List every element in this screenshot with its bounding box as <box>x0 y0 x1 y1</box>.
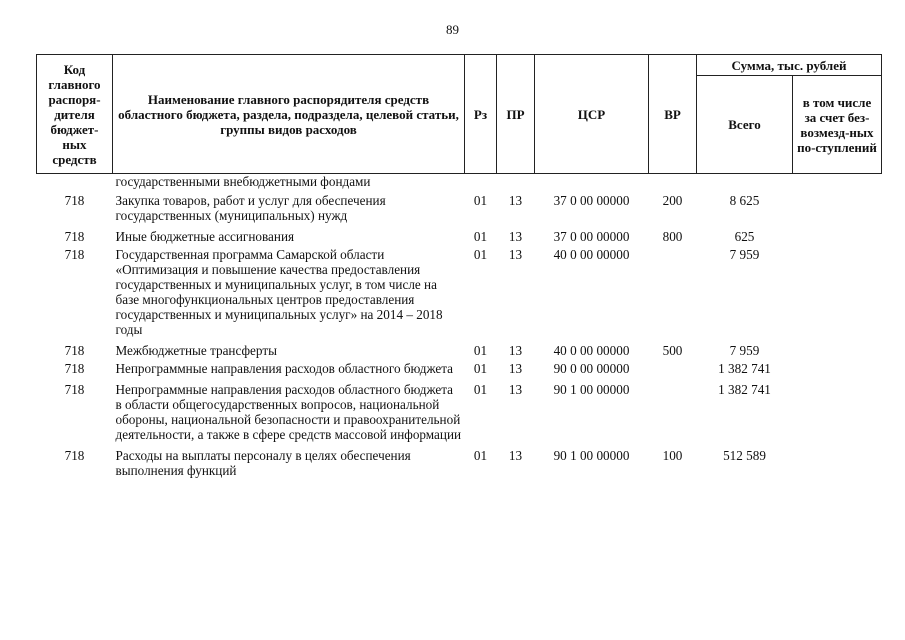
cell-code: 718 <box>64 343 85 358</box>
cell-vr <box>649 381 697 447</box>
header-pr: ПР <box>497 55 535 174</box>
page-number: 89 <box>446 22 459 37</box>
cell-pr: 13 <box>508 361 523 376</box>
cell-pr: 13 <box>508 193 523 208</box>
cell-free <box>793 381 882 447</box>
cell-csr: 90 1 00 00000 <box>553 382 630 397</box>
cell-rz: 01 <box>473 193 488 208</box>
cell-pr: 13 <box>508 343 523 358</box>
cell-rz: 01 <box>473 247 488 262</box>
cell-total: 625 <box>734 229 755 244</box>
cell-code <box>37 174 113 193</box>
cell-csr: 90 0 00 00000 <box>553 361 630 376</box>
cell-free <box>793 342 882 360</box>
cell-code: 718 <box>64 361 85 376</box>
table-row <box>37 342 882 360</box>
cell-code: 718 <box>64 382 85 397</box>
cell-name: Непрограммные направления расходов областного бюджета <box>115 361 454 376</box>
cell-csr: 37 0 00 00000 <box>553 229 630 244</box>
header-free: в том числе за счет без-возмезд-ных по-ступлений <box>793 76 882 174</box>
cell-total: 512 589 <box>723 448 766 463</box>
cell-pr: 13 <box>508 229 523 244</box>
cell-total: 1 382 741 <box>718 361 771 376</box>
cell-name: Государственная программа Самарской области «Оптимизация и повышение качества предоставления государственных и муниципальных услуг, в том числе на базе многофункциональных центров предоставления государственных и муниципальных услуг» на 2014 – 2018 годы <box>115 247 443 337</box>
table-row <box>37 246 882 342</box>
cell-code: 718 <box>64 247 85 262</box>
cell-pr <box>497 174 535 193</box>
cell-code: 718 <box>64 229 85 244</box>
cell-total: 7 959 <box>729 343 760 358</box>
cell-free <box>793 447 882 480</box>
cell-pr: 13 <box>508 382 523 397</box>
cell-name: Непрограммные направления расходов областного бюджета в области общегосударственных вопросов, национальной обороны, национальной безопасности и правоохранительной деятельности, а также в сфере средств массовой информации <box>115 382 462 442</box>
cell-free <box>793 246 882 342</box>
cell-total: 7 959 <box>729 247 760 262</box>
cell-csr: 90 1 00 00000 <box>553 448 630 463</box>
cell-rz <box>465 174 497 193</box>
header-name: Наименование главного распорядителя средств областного бюджета, раздела, подраздела, целевой статьи, группы видов расходов <box>113 55 465 174</box>
table-row <box>37 174 882 193</box>
cell-rz: 01 <box>473 361 488 376</box>
cell-vr: 800 <box>662 229 683 244</box>
cell-name: государственными внебюджетными фондами <box>115 174 371 189</box>
table-row <box>37 360 882 381</box>
cell-name: Расходы на выплаты персоналу в целях обеспечения выполнения функций <box>115 448 411 478</box>
cell-name: Иные бюджетные ассигнования <box>115 229 295 244</box>
cell-free <box>793 174 882 193</box>
budget-table <box>36 54 882 480</box>
cell-vr: 100 <box>662 448 683 463</box>
header-sum: Сумма, тыс. рублей <box>697 55 882 76</box>
header-code: Код главного распоря-дителя бюджет-ных средств <box>37 55 113 174</box>
cell-rz: 01 <box>473 448 488 463</box>
table-row <box>37 228 882 246</box>
cell-code: 718 <box>64 448 85 463</box>
cell-pr: 13 <box>508 448 523 463</box>
cell-vr <box>649 246 697 342</box>
table-row <box>37 381 882 447</box>
cell-rz: 01 <box>473 229 488 244</box>
header-csr: ЦСР <box>535 55 649 174</box>
cell-code: 718 <box>64 193 85 208</box>
cell-vr: 500 <box>662 343 683 358</box>
header-rz: Рз <box>465 55 497 174</box>
cell-free <box>793 228 882 246</box>
cell-csr: 40 0 00 00000 <box>553 247 630 262</box>
table-row <box>37 192 882 228</box>
cell-vr <box>649 360 697 381</box>
cell-free <box>793 192 882 228</box>
cell-total: 1 382 741 <box>718 382 771 397</box>
cell-total: 8 625 <box>729 193 760 208</box>
table-row <box>37 447 882 480</box>
table-header <box>37 55 882 174</box>
table-body <box>37 174 882 481</box>
cell-free <box>793 360 882 381</box>
cell-csr <box>535 174 649 193</box>
cell-rz: 01 <box>473 382 488 397</box>
header-vr: ВР <box>649 55 697 174</box>
cell-name: Закупка товаров, работ и услуг для обеспечения государственных (муниципальных) нужд <box>115 193 386 223</box>
header-total: Всего <box>697 76 793 174</box>
cell-csr: 37 0 00 00000 <box>553 193 630 208</box>
cell-rz: 01 <box>473 343 488 358</box>
cell-total <box>697 174 793 193</box>
cell-vr <box>649 174 697 193</box>
cell-vr: 200 <box>662 193 683 208</box>
cell-csr: 40 0 00 00000 <box>553 343 630 358</box>
cell-pr: 13 <box>508 247 523 262</box>
cell-name: Межбюджетные трансферты <box>115 343 277 358</box>
